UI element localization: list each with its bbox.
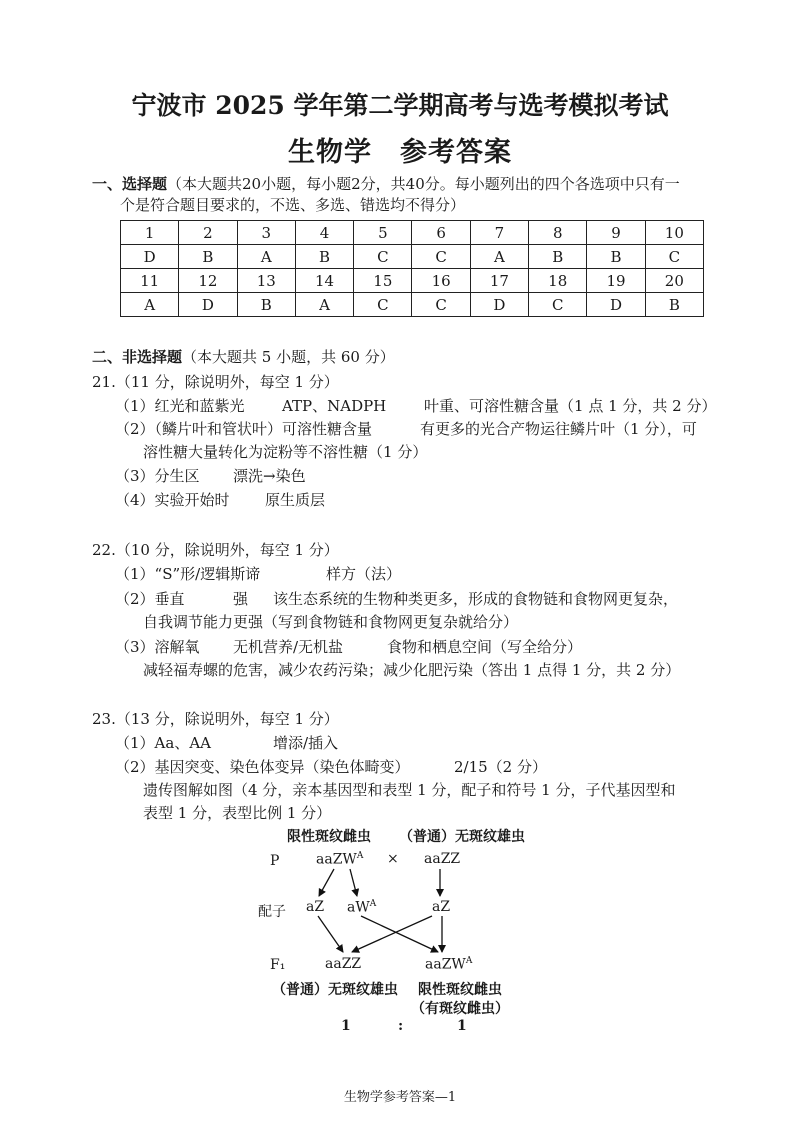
diagram-ratio-left: 1 (341, 1018, 351, 1034)
diagram-child-1: aaZZ (325, 956, 362, 972)
q22-answer-2a: （2）垂直 (115, 590, 185, 608)
question-number-cell: 2 (179, 221, 237, 245)
question-number-cell: 7 (470, 221, 528, 245)
question-number-cell: 15 (354, 269, 412, 293)
section2-heading: 二、非选择题 (92, 348, 183, 366)
answer-cell: C (412, 293, 470, 317)
answer-cell: D (179, 293, 237, 317)
q23-answer-2b: 2/15（2 分） (454, 758, 547, 776)
question-number-cell: 6 (412, 221, 470, 245)
q22-answer-3c: 食物和栖息空间（写全给分） (387, 638, 583, 656)
page-title: 宁波市 2025 学年第二学期高考与选考模拟考试 (131, 91, 669, 120)
question-number-cell: 9 (587, 221, 645, 245)
diagram-gamete-2: $aW^A$ (347, 899, 377, 916)
q21-answer-1b: ATP、NADPH (282, 397, 387, 415)
page-footer: 生物学参考答案—1 (343, 1090, 457, 1105)
question-number-cell: 18 (529, 269, 587, 293)
answer-cell: C (354, 245, 412, 269)
question-number-cell: 13 (237, 269, 295, 293)
q22-answer-2c: 该生态系统的生物种类更多，形成的食物链和食物网更复杂， (273, 590, 679, 608)
q21-answer-4a: （4）实验开始时 (115, 491, 230, 509)
q21-header: 21.（11 分，除说明外，每空 1 分） (92, 373, 339, 391)
q22-answer-1b: 样方（法） (326, 565, 402, 583)
q23-header: 23.（13 分，除说明外，每空 1 分） (92, 710, 339, 728)
q21-answer-1c: 叶重、可溶性糖含量（1 点 1 分，共 2 分） (424, 397, 717, 415)
section1-heading: 一、选择题 (92, 175, 168, 193)
question-number-cell: 4 (295, 221, 353, 245)
arrow-parent-to-gamete-1 (319, 869, 334, 896)
question-number-cell: 8 (529, 221, 587, 245)
answer-cell: B (179, 245, 237, 269)
answer-cell: C (645, 245, 703, 269)
answer-cell: A (295, 293, 353, 317)
q21-answer-3b: 漂洗→染色 (233, 467, 306, 485)
answer-cell: B (645, 293, 703, 317)
answer-cell: B (587, 245, 645, 269)
answer-cell: A (237, 245, 295, 269)
diagram-male-label: （普通）无斑纹雄虫 (399, 829, 525, 845)
q23-answer-2c: 遗传图解如图（4 分，亲本基因型和表型 1 分，配子和符号 1 分，子代基因型和 (143, 781, 676, 799)
diagram-female-label: 限性斑纹雌虫 (287, 829, 371, 845)
diagram-child-1-phenotype: （普通）无斑纹雄虫 (272, 982, 398, 998)
diagram-child-2-phenotype-note: （有斑纹雌虫） (411, 1001, 509, 1017)
arrow-gamete-1-to-child-1 (318, 916, 343, 952)
q21-answer-4b: 原生质层 (265, 491, 326, 509)
q21-answer-2b: 有更多的光合产物运往鳞片叶（1 分），可 (420, 420, 697, 438)
answer-cell: C (529, 293, 587, 317)
section1-desc-line1: （本大题共20小题，每小题2分，共40分。每小题列出的四个各选项中只有一 (167, 175, 680, 193)
q21-answer-1a: （1）红光和蓝紫光 (115, 397, 245, 415)
diagram-gamete-label: 配子 (258, 904, 286, 920)
q22-answer-2d: 自我调节能力更强（写到食物链和食物网更复杂就给分） (143, 613, 519, 631)
question-number-cell: 16 (412, 269, 470, 293)
diagram-child-2: aaZW$^A$ (425, 956, 473, 973)
answer-cell: B (237, 293, 295, 317)
arrow-gamete-2-to-child-2 (361, 916, 438, 952)
question-number-cell: 12 (179, 269, 237, 293)
q22-answer-3d: 减轻福寿螺的危害，减少农药污染；减少化肥污染（答出 1 点得 1 分，共 2 分） (143, 661, 681, 679)
diagram-f1-label: F₁ (270, 957, 286, 973)
arrow-gamete-3-to-child-1 (352, 916, 432, 952)
q22-answer-3b: 无机营养/无机盐 (233, 638, 344, 656)
q23-answer-1a: （1）Aa、AA (115, 734, 211, 752)
question-number-cell: 10 (645, 221, 703, 245)
diagram-gamete-1: aZ (306, 899, 325, 915)
question-number-cell: 11 (121, 269, 179, 293)
question-number-cell: 20 (645, 269, 703, 293)
answer-cell: D (470, 293, 528, 317)
question-number-cell: 19 (587, 269, 645, 293)
q21-answer-3a: （3）分生区 (115, 467, 200, 485)
question-number-cell: 5 (354, 221, 412, 245)
answer-cell: D (587, 293, 645, 317)
diagram-parent-male: aaZZ (424, 851, 461, 867)
question-number-cell: 17 (470, 269, 528, 293)
answer-cell: A (470, 245, 528, 269)
q23-answer-1b: 增添/插入 (273, 734, 339, 752)
diagram-ratio-colon: : (398, 1018, 404, 1034)
answer-cell: C (354, 293, 412, 317)
question-number-cell: 3 (237, 221, 295, 245)
answer-cell: C (412, 245, 470, 269)
answer-cell: A (121, 293, 179, 317)
q23-answer-2d: 表型 1 分，表型比例 1 分） (143, 804, 332, 822)
diagram-child-2-phenotype: 限性斑纹雌虫 (418, 982, 502, 998)
section2-desc: （本大题共 5 小题，共 60 分） (182, 348, 395, 366)
section1-desc-line2: 个是符合题目要求的，不选、多选、错选均不得分） (120, 196, 466, 214)
diagram-cross-symbol: × (387, 851, 399, 867)
answer-cell: B (295, 245, 353, 269)
q22-answer-2b: 强 (233, 590, 249, 608)
diagram-gamete-3: aZ (432, 899, 451, 915)
diagram-p-label: P (270, 853, 280, 869)
q21-answer-2a: （2）（鳞片叶和管状叶）可溶性糖含量 (115, 420, 373, 438)
question-number-cell: 1 (121, 221, 179, 245)
q22-header: 22.（10 分，除说明外，每空 1 分） (92, 541, 339, 559)
page-subtitle: 生物学 参考答案 (288, 137, 512, 168)
diagram-ratio-right: 1 (457, 1018, 467, 1034)
answer-cell: D (121, 245, 179, 269)
q23-answer-2a: （2）基因突变、染色体变异（染色体畸变） (115, 758, 410, 776)
q21-answer-2c: 溶性糖大量转化为淀粉等不溶性糖（1 分） (143, 443, 428, 461)
answer-cell: B (529, 245, 587, 269)
q22-answer-3a: （3）溶解氧 (115, 638, 200, 656)
q22-answer-1a: （1）“S”形/逻辑斯谛 (115, 565, 261, 583)
arrow-parent-to-gamete-2 (350, 869, 357, 896)
diagram-parent-female: aaZW$^A$ (316, 851, 364, 868)
question-number-cell: 14 (295, 269, 353, 293)
